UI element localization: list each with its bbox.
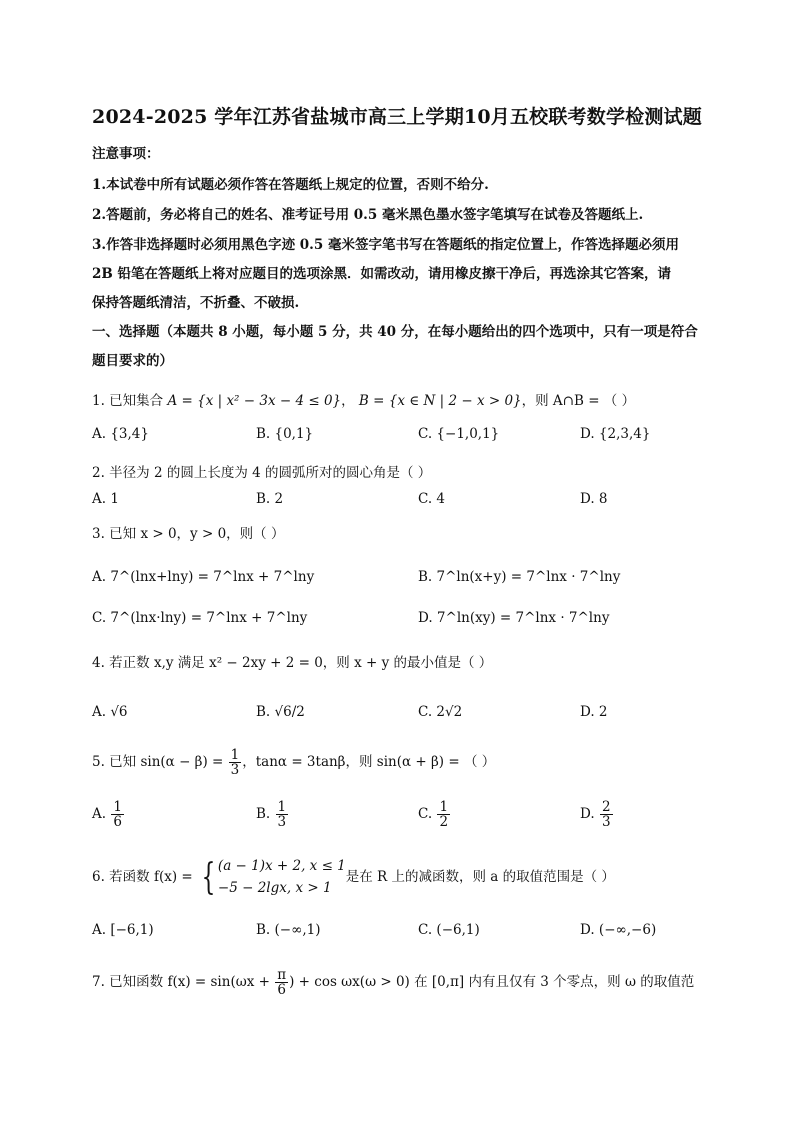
option-fraction [276,800,289,829]
question-7-suffix: ) + cos ωx(ω > 0) 在 [0,π] 内有且仅有 3 个零点，则 ω 的取值范 [289,974,695,991]
question-5 [92,748,702,777]
question-6-option-d: D. (−∞,−6) [580,922,657,938]
option-numerator: 1 [113,799,122,815]
question-1-suffix: ，则 A∩B = （ ） [521,393,636,409]
question-7-fraction-denominator: 6 [277,982,286,999]
question-2-option-d: D. 8 [580,491,608,507]
option-numerator: 1 [277,799,287,815]
section-heading-line-1: 一、选择题（本题共 8 小题，每小题 5 分，共 40 分，在每小题给出的四个选项中，只有一项是符合 [92,324,698,340]
question-5-fraction [229,748,242,777]
question-6-case-1: (a − 1)x + 2, x ≤ 1 [217,858,346,874]
option-fraction [437,800,450,829]
question-3-option-c: C. 7^(lnx·lny) = 7^lnx + 7^lny [92,610,308,626]
notice-item-3-line-1: 3.作答非选择题时必须用黑色字迹 0.5 毫米签字笔书写在答题纸的指定位置上，作答选择题必须用 [92,237,679,253]
question-5-fraction-numerator: 1 [230,747,240,763]
question-7 [92,968,702,997]
question-6-option-b: B. (−∞,1) [256,922,321,938]
question-1-option-a: A. {3,4} [92,426,149,442]
question-7-fraction-numerator: π [277,967,287,983]
question-2-option-b: B. 2 [256,491,284,507]
left-brace-icon: { [201,856,216,898]
question-1-prefix: 1. 已知集合 [92,393,164,409]
question-6-prefix: 6. 若函数 f(x) = [92,869,198,886]
question-7-fraction [275,968,288,997]
question-1-comma: ， [341,393,355,409]
question-2: 2. 半径为 2 的圆上长度为 4 的圆弧所对的圆心角是（ ） [92,465,432,481]
question-6 [92,856,702,899]
question-3-option-a: A. 7^(lnx+lny) = 7^lnx + 7^lny [92,569,315,585]
question-3-option-b: B. 7^ln(x+y) = 7^lnx · 7^lny [418,569,621,585]
question-5-option-d [580,800,614,829]
option-label: C. [418,806,433,823]
notice-item-3-line-3: 保持答题纸清洁，不折叠、不破损. [92,295,300,311]
notice-item-2: 2.答题前，务必将自己的姓名、准考证号用 0.5 毫米黑色墨水签字笔填写在试卷及答题纸上. [92,207,644,223]
question-3: 3. 已知 x > 0，y > 0，则（ ） [92,526,285,542]
question-6-suffix: 是在 R 上的减函数，则 a 的取值范围是（ ） [345,869,615,886]
question-5-option-b [256,800,289,829]
question-6-case-2: −5 − 2lgx, x > 1 [217,879,332,896]
question-5-fraction-denominator: 3 [230,762,240,779]
question-4-option-c: C. 2√2 [418,704,463,720]
question-5-prefix: 5. 已知 sin(α − β) = [92,754,228,771]
question-4-option-a: A. √6 [92,704,128,720]
question-4-option-d: D. 2 [580,704,608,720]
option-numerator: 2 [601,799,611,815]
question-1-set-a: A = {x | x² − 3x − 4 ≤ 0} [167,393,342,409]
question-6-option-a: A. [−6,1) [92,922,154,938]
question-4: 4. 若正数 x,y 满足 x² − 2xy + 2 = 0，则 x + y 的最小值是（ ） [92,655,493,671]
question-6-option-c: C. (−6,1) [418,922,480,938]
option-denominator: 2 [439,814,449,831]
option-fraction [600,800,613,829]
option-fraction [111,800,124,829]
option-label: A. [92,806,107,823]
option-label: D. [580,806,595,823]
option-denominator: 3 [277,814,287,831]
section-heading-line-2: 题目要求的） [92,353,173,369]
question-1 [92,389,702,409]
question-2-option-c: C. 4 [418,491,446,507]
option-numerator: 1 [439,799,449,815]
question-5-option-c [418,800,451,829]
question-5-option-a [92,800,125,829]
notice-item-1: 1.本试卷中所有试题必须作答在答题纸上规定的位置，否则不给分. [92,177,489,193]
question-1-set-b: B = {x ∈ N | 2 − x > 0} [358,393,522,409]
notice-heading: 注意事项： [92,146,160,162]
option-label: B. [256,806,271,823]
option-denominator: 6 [113,814,122,831]
question-1-option-c: C. {−1,0,1} [418,426,500,442]
question-5-suffix: ，tanα = 3tanβ，则 sin(α + β) = （ ） [242,754,496,771]
question-3-option-d: D. 7^ln(xy) = 7^lnx · 7^lny [418,610,610,626]
question-6-piecewise [218,856,346,899]
question-2-option-a: A. 1 [92,491,119,507]
question-1-option-d: D. {2,3,4} [580,426,651,442]
question-4-option-b: B. √6/2 [256,704,305,720]
exam-title: 2024-2025 学年江苏省盐城市高三上学期10月五校联考数学检测试题 [92,106,702,128]
question-1-option-b: B. {0,1} [256,426,314,442]
notice-item-3-line-2: 2B 铅笔在答题纸上将对应题目的选项涂黑．如需改动，请用橡皮擦干净后，再选涂其它答案，请 [92,266,672,282]
question-7-prefix: 7. 已知函数 f(x) = sin(ωx + [92,974,275,991]
option-denominator: 3 [601,814,611,831]
